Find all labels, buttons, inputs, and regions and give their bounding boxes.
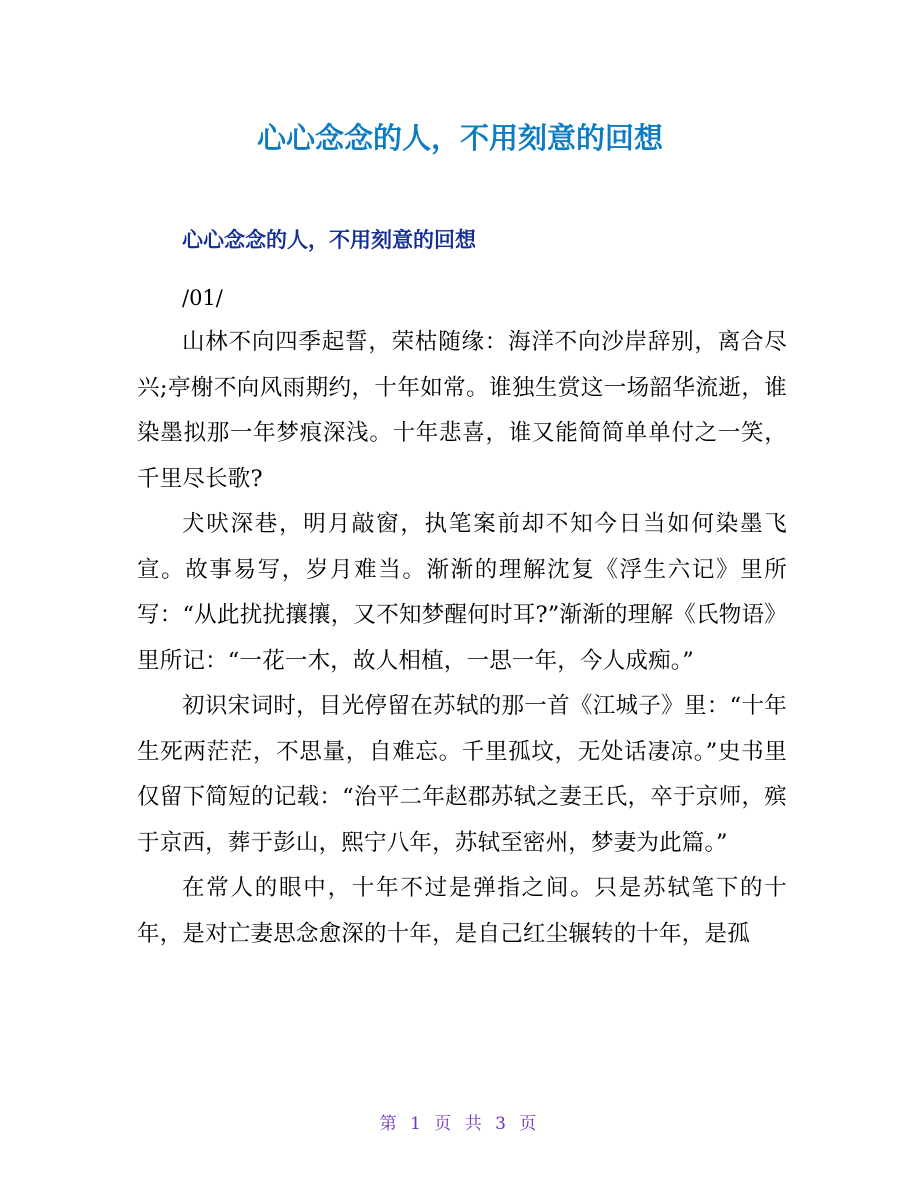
paragraph-2: 犬吠深巷，明月敲窗，执笔案前却不知今日当如何染墨飞宣。故事易写，岁月难当。渐渐的理解沈复《浮生六记》里所写：“从此扰扰攘攘，又不知梦醒何时耳?”渐渐的理解《氏物语》里所记：“一花一木，故人相植，一思一年，今人成痴。”: [137, 511, 787, 674]
paragraph-1: 山林不向四季起誓，荣枯随缘：海洋不向沙岸辞别，离合尽兴;亭榭不向风雨期约，十年如常。谁独生赏这一场韶华流逝，谁染墨拟那一年梦痕深浅。十年悲喜，谁又能简简单单付之一笑，千里尽长歌?: [137, 329, 787, 492]
paragraph-3: 初识宋词时，目光停留在苏轼的那一首《江城子》里：“十年生死两茫茫，不思量，自难忘。千里孤坟，无处话凄凉。”史书里仅留下简短的记载：“治平二年赵郡苏轼之妻王氏，卒于京师，殡于京西，葬于彭山，熙宁八年，苏轼至密州，梦妻为此篇。”: [137, 693, 787, 856]
document-title: 心心念念的人，不用刻意的回想: [256, 121, 663, 155]
paragraph-4: 在常人的眼中，十年不过是弹指之间。只是苏轼笔下的十年，是对亡妻思念愈深的十年，是自己红尘辗转的十年，是孤: [137, 875, 787, 947]
page-number-footer: 第 1 页 共 3 页: [379, 1114, 541, 1134]
article-subtitle: 心心念念的人，不用刻意的回想: [182, 228, 476, 252]
article-body: [137, 320, 787, 957]
section-marker: /01/: [182, 286, 223, 310]
